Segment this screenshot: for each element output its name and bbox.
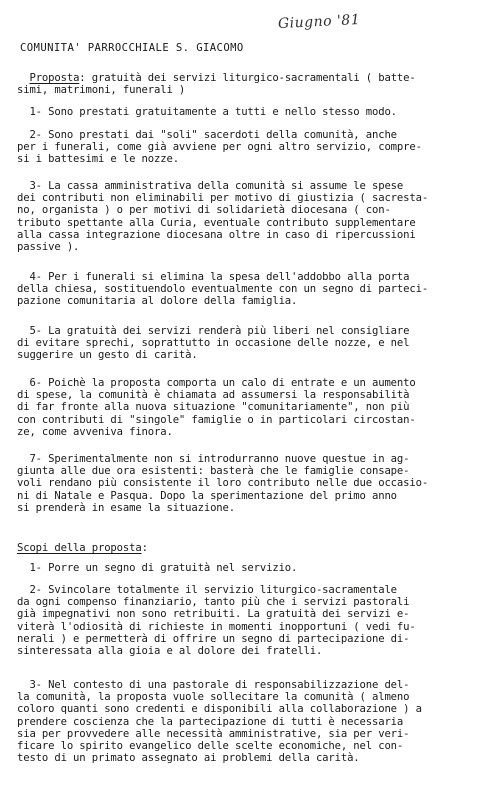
proposal-label: Proposta [29, 72, 80, 84]
document-header: COMUNITA' PARROCCHIALE S. GIACOMO [20, 42, 244, 54]
goal-item-2: 2- Svincolare totalmente il servizio liturgico-sacramentale da ogni compenso finanziario, tanto più che i servizi pastorali già impegnativi non sono retribuiti. La gratuità dei servizi e- viterà l'odiosità di richieste in momenti inopportuni ( vedi fu- nerali ) e permetterà di offrire un segno di partecipazione di- sinteressata alla gioia e al dolore dei fratelli. [17, 584, 416, 658]
proposal-title-line2: simi, matrimoni, funerali ) [17, 84, 186, 96]
proposal-heading [17, 72, 487, 84]
handwritten-date-note: Giugno '81 [277, 11, 361, 33]
proposal-title: : gratuità dei servizi liturgico-sacramentali ( batte- [79, 72, 416, 84]
proposal-point-2: 2- Sono prestati dai "soli" sacerdoti della comunità, anche per i funerali, come già avviene per ogni altro servizio, compre- si i battesimi e le nozze. [17, 129, 422, 166]
goals-heading: Scopi della proposta: [17, 542, 148, 554]
proposal-point-7: 7- Sperimentalmente non si introdurranno nuove questue in ag- giunta alle due ora esistenti: basterà che le famiglie consape- voli rendano più consistente il loro contributo nelle due occasio- ni di Natale e Pasqua. Dopo la sperimentazione del primo anno si prenderà in esame la situazione. [17, 453, 429, 514]
goals-title: Scopi della proposta [17, 542, 142, 554]
proposal-point-4: 4- Per i funerali si elimina la spesa dell'addobbo alla porta della chiesa, sostituendolo eventualmente con un segno di parteci- pazione comunitaria al dolore della famiglia. [17, 271, 429, 308]
goal-item-3: 3- Nel contesto di una pastorale di responsabilizzazione del- la comunità, la proposta vuole sollecitare la comunità ( almeno coloro quanti sono credenti e disponibili alla collaborazione ) a prendere coscienza che la partecipazione di tutti è necessaria sia per provvedere alle necessità amministrative, sia per veri- ficare lo spirito evangelico delle scelte economiche, nel con- testo di un primato assegnato ai problemi della carità. [17, 679, 422, 765]
proposal-point-6: 6- Poichè la proposta comporta un calo di entrate e un aumento di spese, la comunità è chiamata ad assumersi la responsabilità di far fronte alla nuova situazione "comunitariamente", non più con contributi di "singole" famiglie o in particolari circostan- ze, come avveniva finora. [17, 377, 416, 438]
goal-item-1: 1- Porre un segno di gratuità nel servizio. [17, 562, 298, 574]
proposal-point-1: 1- Sono prestati gratuitamente a tutti e nello stesso modo. [17, 106, 397, 118]
proposal-point-5: 5- La gratuità dei servizi renderà più liberi nel consigliare di evitare sprechi, soprattutto in occasione delle nozze, e nel suggerire un gesto di carità. [17, 325, 410, 362]
proposal-point-3: 3- La cassa amministrativa della comunità si assume le spese dei contributi non eliminabili per motivo di giustizia ( sacresta- no, organista ) o per motivi di solidarietà diocesana ( con- tributo spettante alla Curia, eventuale contributo supplementare alla cassa integrazione diocesana oltre in caso di ripercussioni passive ). [17, 180, 429, 254]
